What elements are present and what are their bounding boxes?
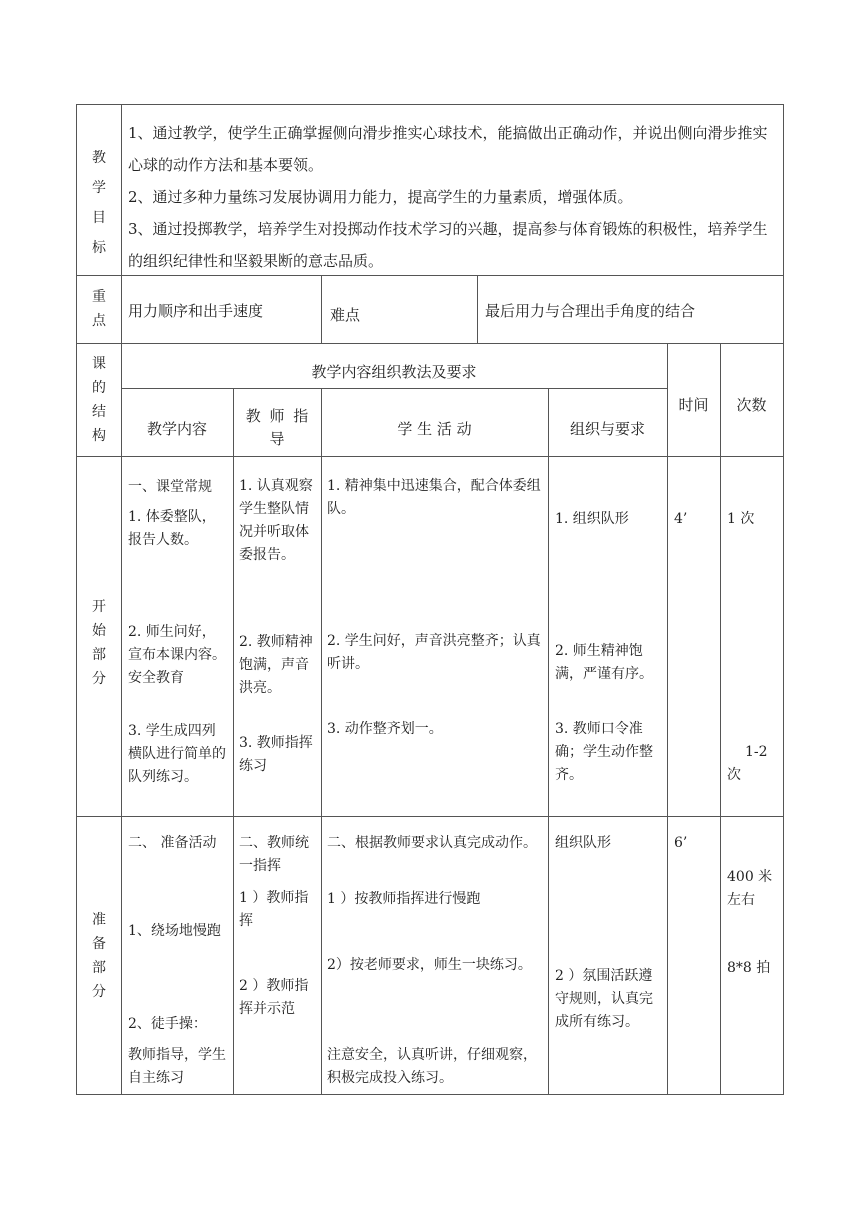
objective-item-1: 1、通过教学，使学生正确掌握侧向滑步推实心球技术，能搞做出正确动作，并说出侧向滑步推实心球的动作方法和基本要领。 xyxy=(128,124,768,174)
prep-org-1: 组织队形 xyxy=(555,835,611,851)
prep-org-2: 2 ）氛围活跃遵守规则，认真完成所有练习。 xyxy=(555,968,653,1030)
start-content-3: 2. 师生问好，宣布本课内容。安全教育 xyxy=(128,624,226,686)
key-point-label: 重 点 xyxy=(92,289,106,329)
start-org-2: 2. 师生精神饱满，严谨有序。 xyxy=(555,643,653,682)
start-content-4: 3. 学生成四列横队进行简单的队列练习。 xyxy=(128,723,226,785)
table-border-left xyxy=(76,104,77,1095)
prep-teacher-3: 2 ）教师指挥并示范 xyxy=(239,978,309,1017)
prep-section-label: 准 备 部 分 xyxy=(92,912,106,1000)
col-divider-label xyxy=(121,104,122,1095)
start-student-3: 3. 动作整齐划一。 xyxy=(327,721,443,737)
start-org-1: 1. 组织队形 xyxy=(555,511,629,527)
start-teacher-1: 1. 认真观察学生整队情况并听取体委报告。 xyxy=(239,478,313,563)
structure-label: 课 的 结 构 xyxy=(92,356,106,444)
col-divider-time xyxy=(667,343,668,1095)
col-divider-key-right xyxy=(477,275,478,343)
start-times-2: 1-2 次 xyxy=(727,744,768,783)
column-header-teacher: 教 师 指 导 xyxy=(245,407,311,448)
col-divider-org xyxy=(548,388,549,1095)
start-student-2: 2. 学生问好，声音洪亮整齐；认真听讲。 xyxy=(327,633,541,672)
objective-item-3: 3、通过投掷教学，培养学生对投掷动作技术学习的兴趣，提高参与体育锻炼的积极性，培养学生的组织纪律性和坚毅果断的意志品质。 xyxy=(128,220,768,270)
column-header-student: 学 生 活 动 xyxy=(397,420,472,438)
column-header-content: 教学内容 xyxy=(146,420,207,438)
start-teacher-2: 2. 教师精神饱满，声音洪亮。 xyxy=(239,634,313,696)
col-divider-student xyxy=(321,388,322,1095)
row-divider-group-header xyxy=(121,388,667,389)
column-header-time: 时间 xyxy=(678,396,709,414)
row-divider-keypoints xyxy=(76,343,784,344)
prep-student-3: 2）按老师要求，师生一块练习。 xyxy=(327,957,532,973)
objectives-label: 教 学 目 标 xyxy=(92,150,106,256)
prep-times-1: 400 米左右 xyxy=(727,869,773,908)
start-section-label: 开 始 部 分 xyxy=(92,599,106,687)
prep-content-4: 教师指导，学生自主练习 xyxy=(128,1047,226,1086)
key-point-text: 用力顺序和出手速度 xyxy=(128,302,264,320)
prep-student-1: 二、根据教师要求认真完成动作。 xyxy=(327,835,537,851)
table-border-top xyxy=(76,104,784,105)
row-divider-start xyxy=(76,816,784,817)
prep-teacher-2: 1 ）教师指挥 xyxy=(239,890,309,929)
col-divider-key-mid xyxy=(321,275,322,343)
prep-times-2: 8*8 拍 xyxy=(727,960,771,976)
start-student-1: 1. 精神集中迅速集合，配合体委组队。 xyxy=(327,478,541,517)
col-divider-teacher xyxy=(233,388,234,1095)
group-header: 教学内容组织教法及要求 xyxy=(311,363,477,381)
start-content-2: 1. 体委整队，报告人数。 xyxy=(128,509,216,548)
difficulty-label: 难点 xyxy=(330,306,361,324)
column-header-org: 组织与要求 xyxy=(569,420,645,438)
col-divider-times xyxy=(720,343,721,1095)
start-teacher-3: 3. 教师指挥练习 xyxy=(239,735,313,774)
start-times-1: 1 次 xyxy=(727,511,755,527)
prep-time: 6’ xyxy=(674,835,688,851)
objective-item-2: 2、通过多种力量练习发展协调用力能力，提高学生的力量素质，增强体质。 xyxy=(128,188,633,206)
column-header-times: 次数 xyxy=(736,396,767,414)
prep-student-2: 1 ）按教师指挥进行慢跑 xyxy=(327,891,481,907)
table-border-right xyxy=(783,104,784,1095)
row-divider-columns xyxy=(76,456,784,457)
prep-content-3: 2、徒手操： xyxy=(128,1016,207,1032)
start-time: 4’ xyxy=(674,511,688,527)
start-org-3: 3. 教师口令准确；学生动作整齐。 xyxy=(555,721,653,783)
difficulty-text: 最后用力与合理出手角度的结合 xyxy=(485,302,696,320)
prep-content-2: 1、绕场地慢跑 xyxy=(128,923,221,939)
prep-teacher-1: 二、教师统一指挥 xyxy=(239,835,309,874)
prep-student-4: 注意安全，认真听讲，仔细观察，积极完成投入练习。 xyxy=(327,1047,537,1086)
prep-content-1: 二、 准备活动 xyxy=(128,835,217,851)
table-border-bottom xyxy=(76,1094,784,1095)
start-content-1: 一、课堂常规 xyxy=(128,479,212,495)
